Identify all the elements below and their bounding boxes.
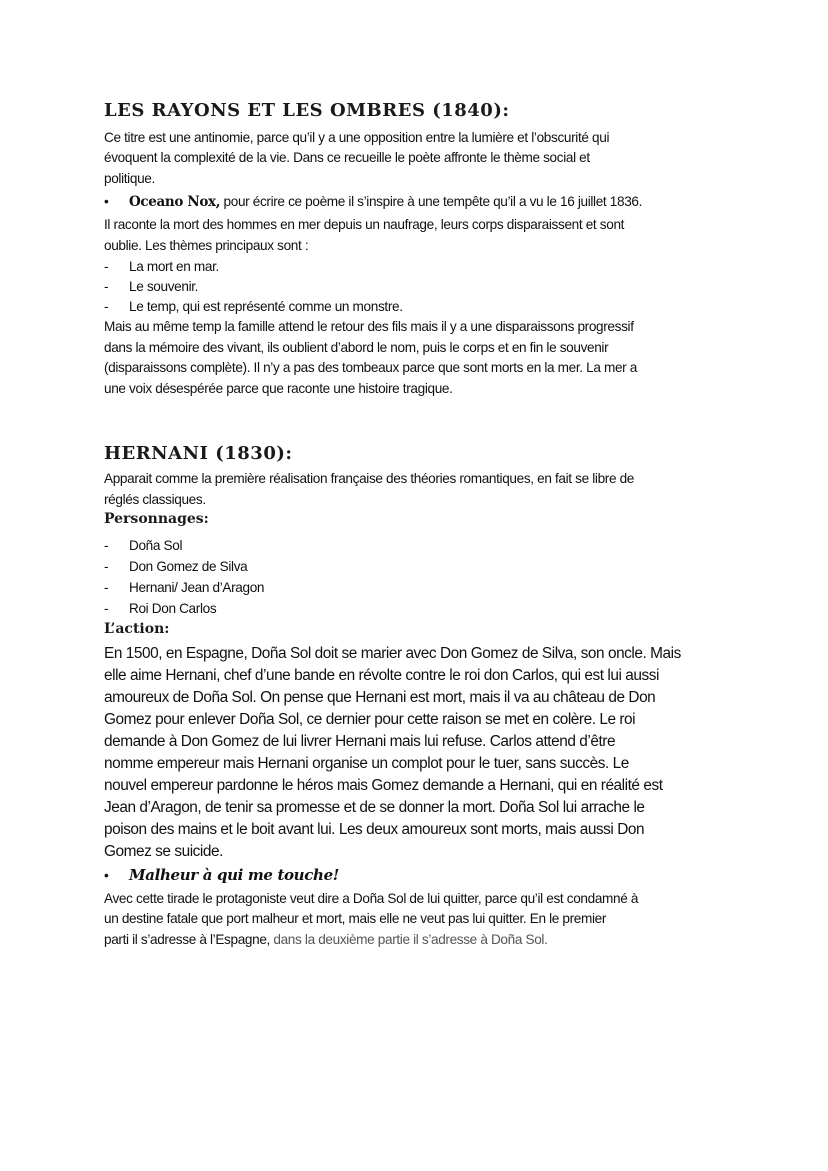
character: Don Gomez de Silva — [129, 559, 248, 574]
text: dans la deuxième partie il s’adresse à Doña Sol. — [273, 932, 548, 947]
section-title: LES RAYONS ET LES OMBRES (1840): — [104, 100, 510, 121]
character: Roi Don Carlos — [129, 601, 217, 616]
paragraph-line: nomme empereur mais Hernani organise un complot pour le tuer, sans succès. Le — [104, 755, 629, 772]
characters-heading: Personnages: — [104, 511, 209, 527]
list-item: - Le temp, qui est représenté comme un monstre. — [104, 299, 403, 314]
paragraph-line: demande à Don Gomez de lui livrer Hernani mais lui refuse. Carlos attend d’être — [104, 733, 616, 750]
list-item: - Hernani/ Jean d’Aragon — [104, 580, 265, 595]
bullet-item — [104, 866, 339, 885]
paragraph-line: réglés classiques. — [104, 492, 206, 507]
paragraph-line: poison des mains et le boit avant lui. Les deux amoureux sont morts, mais aussi Don — [104, 821, 645, 838]
tirade-title: Malheur à qui me touche! — [129, 866, 340, 884]
character: Doña Sol — [129, 538, 183, 553]
bullet-item — [104, 193, 642, 211]
paragraph-line — [104, 931, 548, 949]
paragraph-line: Gomez se suicide. — [104, 843, 223, 860]
action-heading: L’action: — [104, 621, 170, 637]
list-item: - Doña Sol — [104, 538, 183, 553]
paragraph-line: Apparait comme la première réalisation française des théories romantiques, en fait se libre de — [104, 471, 635, 486]
section-title: HERNANI (1830): — [104, 443, 293, 464]
list-item: - Le souvenir. — [104, 279, 199, 294]
theme: La mort en mar. — [129, 259, 219, 274]
paragraph-line: une voix désespérée parce que raconte une histoire tragique. — [104, 381, 453, 396]
paragraph-line: Ce titre est une antinomie, parce qu’il y a une opposition entre la lumière et l’obscurité qui — [104, 130, 610, 145]
bullet-icon: • — [104, 868, 109, 883]
text: parti il s’adresse à l’Espagne, — [104, 932, 274, 947]
paragraph-line: amoureux de Doña Sol. On pense que Hernani est mort, mais il va au château de Don — [104, 689, 656, 706]
paragraph-line: politique. — [104, 171, 155, 186]
paragraph-line: Il raconte la mort des hommes en mer depuis un naufrage, leurs corps disparaissent et sont — [104, 217, 625, 232]
theme: Le temp, qui est représenté comme un monstre. — [129, 299, 403, 314]
paragraph-line: dans la mémoire des vivant, ils oublient d’abord le nom, puis le corps et en fin le souvenir — [104, 340, 609, 355]
paragraph-line: Gomez pour enlever Doña Sol, ce dernier pour cette raison se met en colère. Le roi — [104, 711, 636, 728]
paragraph-line: Mais au même temp la famille attend le retour des fils mais il y a une disparaissons progressif — [104, 319, 634, 334]
character: Hernani/ Jean d’Aragon — [129, 580, 265, 595]
paragraph-line: En 1500, en Espagne, Doña Sol doit se marier avec Don Gomez de Silva, son oncle. Mais — [104, 645, 681, 662]
list-item: - Roi Don Carlos — [104, 601, 217, 616]
bullet-icon: • — [104, 194, 109, 209]
paragraph-line: Avec cette tirade le protagoniste veut dire a Doña Sol de lui quitter, parce qu’il est condamné à — [104, 891, 639, 906]
paragraph-line: Jean d’Aragon, de tenir sa promesse et de se donner la mort. Doña Sol lui arrache le — [104, 799, 645, 816]
bullet-text: pour écrire ce poème il s’inspire à une tempête qu’il a vu le 16 juillet 1836. — [220, 194, 643, 209]
paragraph-line: nouvel empereur pardonne le héros mais Gomez demande a Hernani, qui en réalité est — [104, 777, 663, 794]
paragraph-line: un destine fatale que port malheur et mort, mais elle ne veut pas lui quitter. En le premier — [104, 911, 607, 926]
theme: Le souvenir. — [129, 279, 199, 294]
paragraph-line: elle aime Hernani, chef d’une bande en révolte contre le roi don Carlos, qui est lui aussi — [104, 667, 659, 684]
list-item: - La mort en mar. — [104, 259, 219, 274]
list-item: - Don Gomez de Silva — [104, 559, 248, 574]
paragraph-line: (disparaissons complète). Il n’y a pas des tombeaux parce que sont morts en la mer. La mer a — [104, 360, 637, 375]
paragraph-line: évoquent la complexité de la vie. Dans ce recueille le poète affronte le thème social et — [104, 150, 590, 165]
paragraph-line: oublie. Les thèmes principaux sont : — [104, 238, 309, 253]
poem-title: Oceano Nox, — [129, 194, 221, 210]
